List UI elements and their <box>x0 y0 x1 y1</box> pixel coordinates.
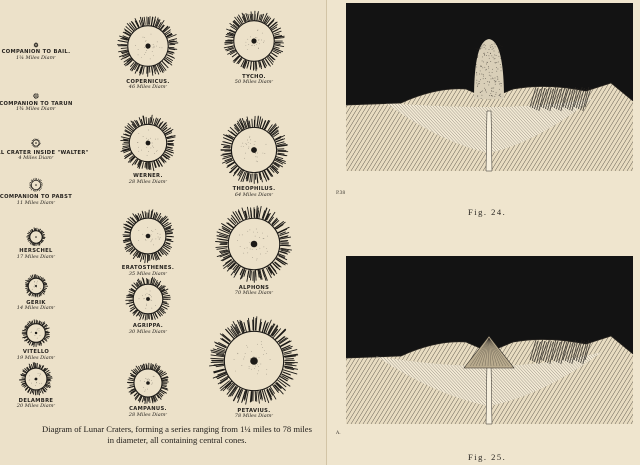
crater-label-campanus <box>129 407 167 418</box>
plate-caption: Diagram of Lunar Craters, forming a series ranging from 1¼ miles to 78 miles in diameter, all containing central cones. <box>42 424 312 445</box>
crater-label-agrippa <box>129 324 167 335</box>
crater-diameter: 28 Miles Diamʳ <box>128 411 168 418</box>
crater-herschel <box>27 228 45 246</box>
crater-small-crater-walter <box>31 139 40 148</box>
crater-label-eratosthenes <box>122 266 174 277</box>
figure-24-illustration <box>346 3 633 171</box>
crater-petavius <box>209 317 297 405</box>
crater-label-theophilus <box>233 187 276 198</box>
crater-label-tycho <box>235 75 273 86</box>
crater-name: AGRIPPA. <box>132 323 164 330</box>
crater-tycho <box>224 11 284 71</box>
crater-diameter: 20 Miles Diamʳ <box>16 402 56 409</box>
figure-25-illustration <box>346 256 633 424</box>
crater-name: GERIK <box>26 299 46 306</box>
crater-diameter: 28 Miles Diamʳ <box>128 178 168 185</box>
crater-label-companion-to-bail <box>2 50 71 61</box>
crater-diameter: 19 Miles Diamʳ <box>16 354 56 361</box>
crater-name: WERNER. <box>133 173 163 180</box>
figure-24-mark: P.38 <box>336 191 346 196</box>
crater-vitello <box>22 320 49 347</box>
crater-label-companion-to-pabst <box>0 195 72 206</box>
crater-diameter: 17 Miles Diamʳ <box>16 253 56 260</box>
crater-label-small-crater-walter <box>0 151 89 162</box>
crater-name: COMPANION TO TARUN <box>0 100 73 107</box>
crater-companion-to-taruntius <box>33 93 38 98</box>
crater-label-companion-to-taruntius <box>0 102 73 113</box>
crater-label-petavius <box>235 409 273 420</box>
crater-name: HERSCHEL <box>19 248 53 255</box>
crater-label-herschel <box>17 249 55 260</box>
crater-companion-to-bail <box>34 43 38 47</box>
crater-label-vitello <box>17 350 55 361</box>
crater-theophilus <box>221 116 288 183</box>
crater-name: L CRATER INSIDE "WALTER" <box>0 149 89 156</box>
crater-name: CAMPANUS. <box>129 406 167 413</box>
crater-werner <box>121 115 175 170</box>
crater-campanus <box>127 363 168 403</box>
crater-diameter: 11 Miles Diamʳ <box>16 199 56 206</box>
figure-24-caption: Fig. 24. <box>468 207 507 217</box>
crater-diameter: 1¼ Miles Diamʳ <box>15 54 57 61</box>
crater-name: TYCHO. <box>242 73 266 80</box>
crater-diameter: 46 Miles Diamʳ <box>128 84 168 91</box>
crater-diameter: 4 Miles Diamʳ <box>18 155 54 162</box>
crater-delambre <box>20 363 53 395</box>
crater-label-copernicus <box>126 80 169 91</box>
crater-diameter: 70 Miles Diamʳ <box>234 290 274 297</box>
crater-name: COMPANION TO BAIL. <box>1 49 71 56</box>
crater-diameter: 30 Miles Diamʳ <box>128 328 168 335</box>
figure-25-caption: Fig. 25. <box>468 452 507 462</box>
crater-label-alphons <box>235 286 273 297</box>
crater-label-delambre <box>17 399 55 410</box>
crater-name: PETAVIUS. <box>237 407 271 414</box>
crater-copernicus <box>117 17 177 77</box>
crater-agrippa <box>126 277 170 320</box>
crater-name: COPERNICUS. <box>126 78 170 85</box>
crater-companion-to-pabst <box>29 178 42 191</box>
crater-diameter: 1¾ Miles Diamʳ <box>15 106 57 113</box>
crater-alphons <box>216 206 292 282</box>
crater-name: DELAMBRE <box>18 397 54 404</box>
crater-gerik <box>26 275 48 297</box>
crater-label-gerik <box>17 301 55 312</box>
crater-name: ALPHONS <box>238 284 270 291</box>
crater-name: THEOPHILUS. <box>232 186 276 193</box>
crater-diameter: 78 Miles Diamʳ <box>234 413 274 420</box>
figure-25-mark: A. <box>336 431 341 436</box>
crater-diameter: 50 Miles Diamʳ <box>234 79 274 86</box>
figures-page <box>326 0 640 465</box>
crater-eratosthenes <box>123 210 174 263</box>
crater-name: COMPANION TO PABST <box>0 194 73 201</box>
crater-diameter: 14 Miles Diamʳ <box>16 305 56 312</box>
crater-name: VITELLO <box>22 349 50 356</box>
crater-diameter: 64 Miles Diamʳ <box>234 191 274 198</box>
crater-diameter: 35 Miles Diamʳ <box>128 270 168 277</box>
crater-label-werner <box>129 174 167 185</box>
crater-name: ERATOSTHENES. <box>121 265 175 272</box>
